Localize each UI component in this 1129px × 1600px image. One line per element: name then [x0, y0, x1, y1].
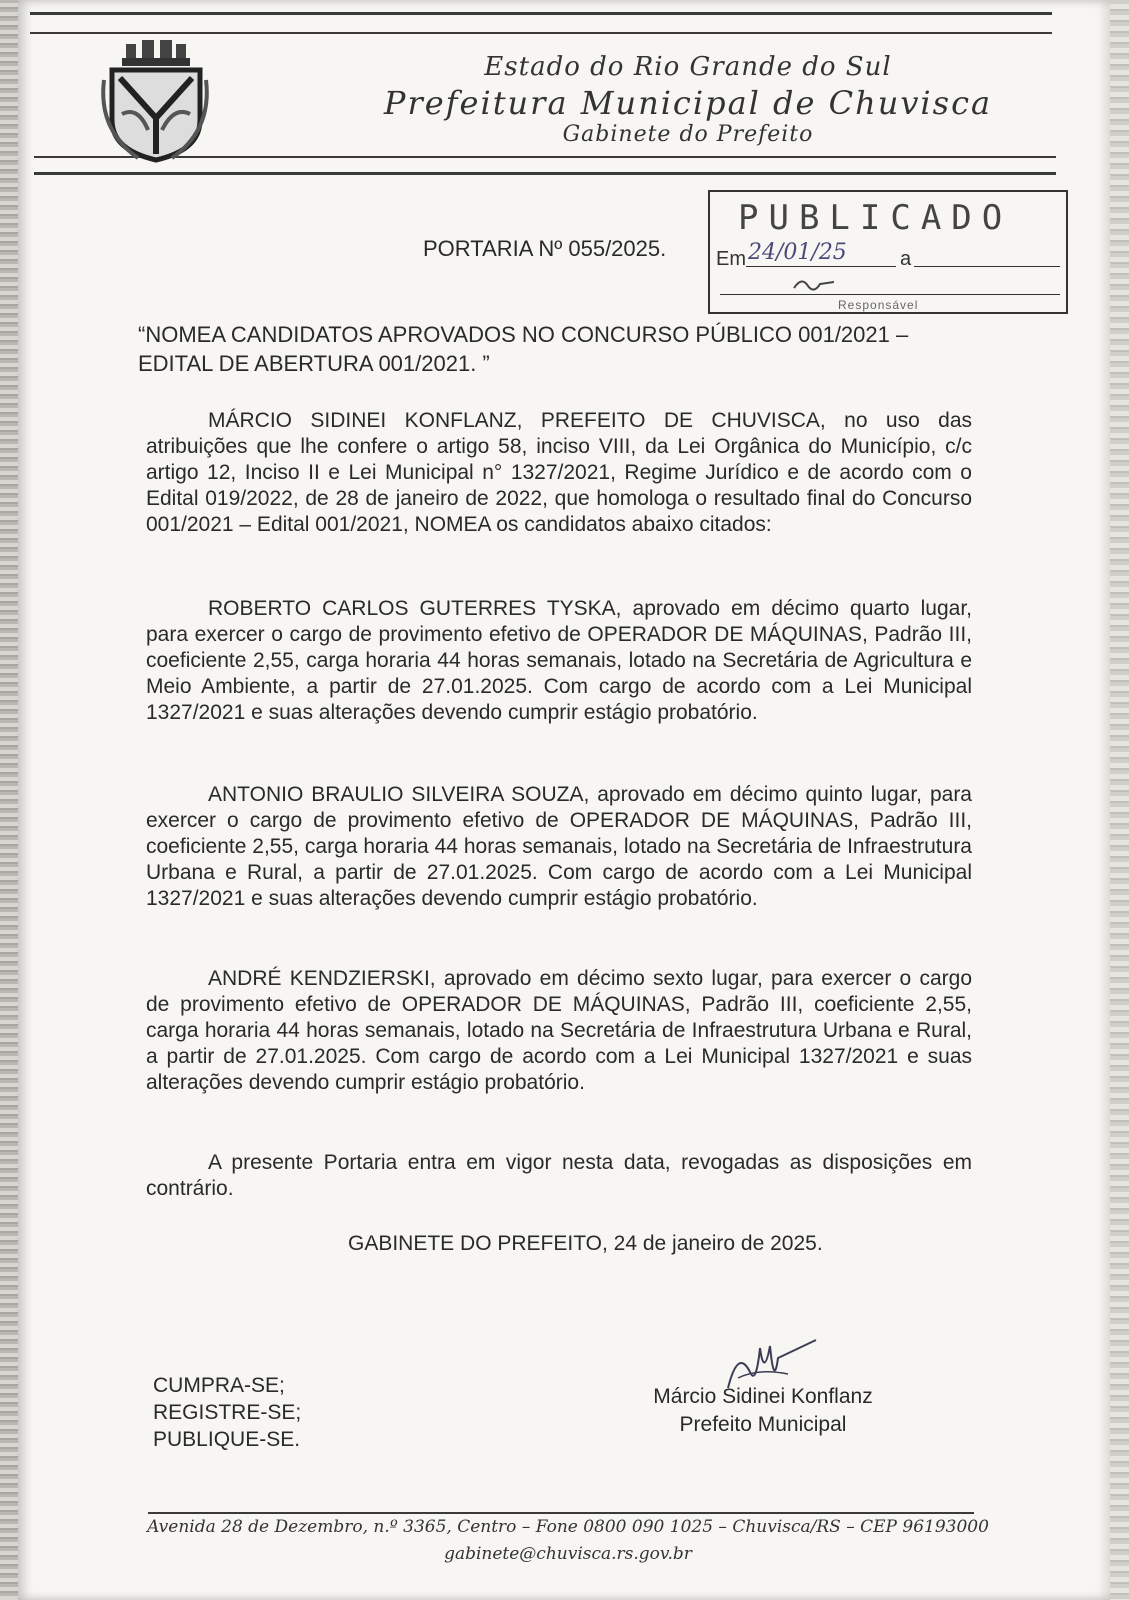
footer [138, 1514, 998, 1568]
letterhead-state: Estado do Rio Grande do Sul [484, 52, 892, 82]
letterhead-office: Gabinete do Prefeito [562, 122, 814, 147]
stamp-date-line [746, 266, 896, 267]
paragraph-appointment-2 [146, 782, 972, 912]
stamp-responsible-label: Responsável [838, 298, 919, 312]
paragraph-text: ANDRÉ KENDZIERSKI, aprovado em décimo sexto lugar, para exercer o cargo de provimento efetivo de OPERADOR DE MÁQUINAS, Padrão III, coeficiente 2,55, carga horaria 44 horas semanais, lotado na Secretária de Infraestrutura Urbana e Rural, a partir de 27.01.2025. Com cargo de acordo com a Lei Municipal 1327/2021 e suas alterações devendo cumprir estágio probatório. [146, 967, 972, 1094]
footer-email: gabinete@chuvisca.rs.gov.br [444, 1544, 692, 1564]
stamp-initials-icon [790, 274, 840, 296]
paragraph-appointment-3 [146, 966, 972, 1096]
paragraph-text: ROBERTO CARLOS GUTERRES TYSKA, aprovado em décimo quarto lugar, para exercer o cargo de provimento efetivo de OPERADOR DE MÁQUINAS, Padrão III, coeficiente 2,55, carga horaria 44 horas semanais, lotado na Secretária de Agricultura e Meio Ambiente, a partir de 27.01.2025. Com cargo de acordo com a Lei Municipal 1327/2021 e suas alterações devendo cumprir estágio probatório. [146, 597, 972, 724]
signer-title: Prefeito Municipal [679, 1413, 847, 1436]
letterhead-municipality: Prefeitura Municipal de Chuvisca [383, 84, 993, 122]
paragraph-text: MÁRCIO SIDINEI KONFLANZ, PREFEITO DE CHUVISCA, no uso das atribuições que lhe confere o artigo 58, inciso VIII, da Lei Orgânica do Município, c/c artigo 12, Inciso II e Lei Municipal n° 1327/2021, Regime Jurídico e de acordo com o Edital 019/2022, de 28 de janeiro de 2022, que homologa o resultado final do Concurso 001/2021 – Edital 001/2021, NOMEA os candidatos abaixo citados: [146, 409, 972, 536]
portaria-number: PORTARIA Nº 055/2025. [423, 236, 667, 261]
signature-block [628, 1383, 898, 1439]
place-and-date: GABINETE DO PREFEITO, 24 de janeiro de 2025. [348, 1232, 823, 1255]
signer-name: Márcio Sidinei Konflanz [653, 1385, 873, 1408]
closing-line: PUBLIQUE-SE. [153, 1428, 301, 1451]
stamp-a-label: a [900, 248, 912, 270]
paragraph-effective [146, 1150, 972, 1202]
stamp-title: PUBLICADO [738, 198, 1013, 238]
scan-edge-left [0, 0, 18, 1600]
paragraph-appointment-1 [146, 596, 972, 726]
header-rule-bottom-2 [34, 172, 1056, 175]
stamp-handwritten-date: 24/01/25 [748, 240, 847, 265]
document-page [18, 0, 1110, 1600]
header-rule-top-2 [30, 32, 1052, 34]
header-rule-top [30, 12, 1052, 15]
municipal-coat-of-arms-icon [98, 40, 213, 165]
closing-line: REGISTRE-SE; [153, 1401, 302, 1424]
ementa: “NOMEA CANDIDATOS APROVADOS NO CONCURSO PÚBLICO 001/2021 – EDITAL DE ABERTURA 001/2021. ” [138, 322, 909, 376]
stamp-responsible-line [720, 294, 1060, 295]
paragraph-preamble [146, 408, 972, 538]
footer-address: Avenida 28 de Dezembro, n.º 3365, Centro – Fone 0800 090 1025 – Chuvisca/RS – CEP 96193000 [147, 1517, 989, 1537]
publication-stamp [708, 190, 1068, 314]
stamp-em-label: Em [716, 248, 746, 270]
stamp-date-line-2 [914, 266, 1060, 267]
closing-line: CUMPRA-SE; [153, 1374, 285, 1397]
scan-edge-right [1110, 0, 1129, 1600]
paragraph-text: ANTONIO BRAULIO SILVEIRA SOUZA, aprovado em décimo quinto lugar, para exercer o cargo de provimento efetivo de OPERADOR DE MÁQUINAS, Padrão III, coeficiente 2,55, carga horaria 44 horas semanais, lotado na Secretária de Infraestrutura Urbana e Rural, a partir de 27.01.2025. Com cargo de acordo com a Lei Municipal 1327/2021 e suas alterações devendo cumprir estágio probatório. [146, 783, 972, 910]
closing-formula [153, 1372, 301, 1453]
paragraph-text: A presente Portaria entra em vigor nesta data, revogadas as disposições em contrário. [146, 1151, 972, 1200]
